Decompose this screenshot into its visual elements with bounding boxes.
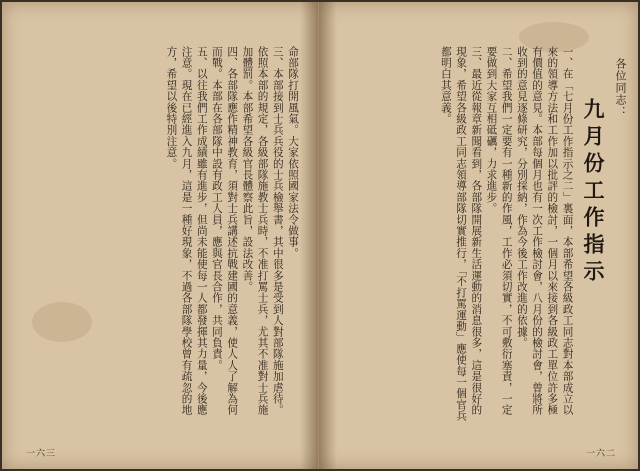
salutation: 各位同志： [614, 58, 627, 118]
page-number: 一六三 [26, 449, 57, 459]
book-spread [2, 2, 638, 469]
left-paragraph: 五、以往我們工作成績雖有進步，但尚未能使每一人都發揮其力量，今後應注意。現在已經進入九月，這是一種好現象，不過各部隊學校曾有疏忽的地方，希望以後特別注意。 [165, 46, 208, 416]
right-page [319, 2, 639, 469]
left-paragraph: 三、本部接到士兵兵役的士兵檢舉書，其中很多是受到人對部隊施加虐待。依照本部的規定，各級部隊施教士兵時，不准打罵士兵，尤其不准對士兵施加體罰。本部希望各級官長體察此旨，設法改善。 [241, 46, 284, 416]
right-paragraph: 三、最近從報章新聞看到，各部隊開展新生活運動的消息很多，這是很好的現象，希望各級政工同志領導部隊切實推行，「不打罵運動」應使每一個官兵都明白其意義。 [439, 46, 483, 422]
left-paragraph: 命部隊打開風氣。大家依照國家法令做事。 [287, 46, 299, 259]
right-paragraph: 一、在「七月份工作指示之二」裏面，本部希望各級政工同志對本部成立以來的領導方法和工作加以批評的檢討，一個月以來接到各級政工單位許多極有價值的意見。本部每個月也有一次工作檢討會，八月份的檢討會，曾將所收到的意見逐條研究，分別採納，作為今後工作改進的依據。 [515, 46, 574, 416]
left-paragraph: 四、各部隊應作精神教育，須對士兵講述抗戰建國的意義，使人人了解為何而戰。本部在各部隊中設有政工人員，應與官長合作，共同負責。 [210, 46, 239, 416]
gutter-shadow [300, 2, 318, 469]
left-page-body [42, 46, 300, 426]
gutter-shadow [319, 2, 337, 469]
right-paragraph: 二、希望我們一定要有一種新的作風，工作必須切實，不可敷衍塞責，一定要做到大家互相砥礪，力求進步。 [485, 46, 513, 416]
page-title: 九月份工作指示 [581, 98, 606, 287]
right-page-body [339, 46, 575, 426]
page-number: 一六二 [585, 449, 616, 459]
left-page [2, 2, 319, 469]
